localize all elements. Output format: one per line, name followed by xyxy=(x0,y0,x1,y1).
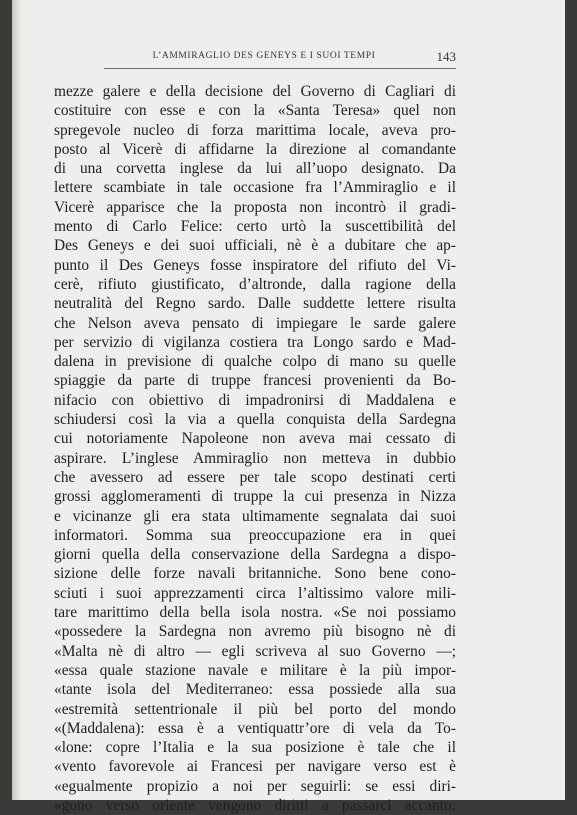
text-line: posto al Vicerè di affidarne la direzione al comandante xyxy=(54,140,456,158)
text-line: schiudersi così la via a quella conquista della Sardegna xyxy=(54,411,456,429)
text-line: cui notoriamente Napoleone non aveva mai cessato di xyxy=(54,430,456,448)
page-gutter-shadow xyxy=(12,0,22,800)
text-line: costituire con esse e con la «Santa Teresa» quel non xyxy=(54,102,456,120)
text-line: lettere scambiate in tale occasione fra l’Ammiraglio e il xyxy=(54,179,456,197)
text-line: che Nelson aveva pensato di impiegare le sarde galere xyxy=(54,314,456,332)
text-line: «vento favorevole ai Francesi per navigare verso est è xyxy=(54,758,456,776)
text-line: mento di Carlo Felice: certo urtò la suscettibilità del xyxy=(54,218,456,236)
running-title: L’AMMIRAGLIO DES GENEYS E I SUOI TEMPI xyxy=(152,51,376,61)
text-line: «gono verso oriente vengono diritti a passarci accanto: xyxy=(54,796,456,814)
text-line: «essa quale stazione navale e militare è la più impor- xyxy=(54,661,456,679)
page-number: 143 xyxy=(436,49,456,64)
body-text xyxy=(54,82,456,815)
text-line: «lone: copre l’Italia e la sua posizione è tale che il xyxy=(54,739,456,757)
page-header xyxy=(104,50,456,69)
text-line: «possedere la Sardegna non avremo più bisogno nè di xyxy=(54,623,456,641)
text-line: di una corvetta inglese da lui all’uopo designato. Da xyxy=(54,160,456,178)
text-line: aspirare. L’inglese Ammiraglio non metteva in dubbio xyxy=(54,449,456,467)
text-line: Des Geneys e dei suoi ufficiali, nè è a dubitare che ap- xyxy=(54,237,456,255)
text-line: cerè, rifiuto giustificato, d’altronde, dalla ragione della xyxy=(54,275,456,293)
text-line: sciuti i suoi apprezzamenti circa l’altissimo valore mili- xyxy=(54,584,456,602)
text-line: nifacio con obiettivo di impadronirsi di Maddalena e xyxy=(54,391,456,409)
text-line: grossi agglomeramenti di truppe la cui presenza in Nizza xyxy=(54,488,456,506)
text-line: «egualmente propizio a noi per seguirli: se essi diri- xyxy=(54,777,456,795)
text-line: neutralità del Regno sardo. Dalle suddette lettere risulta xyxy=(54,295,456,313)
text-line: giorni quella della conservazione della Sardegna a dispo- xyxy=(54,546,456,564)
book-page xyxy=(12,0,565,814)
text-line: tare marittimo della bella isola nostra. «Se noi possiamo xyxy=(54,604,456,622)
text-line: per servizio di vigilanza costiera tra Longo sardo e Mad- xyxy=(54,333,456,351)
text-line: sizione delle forze navali britanniche. Sono bene cono- xyxy=(54,565,456,583)
text-line: dalena in previsione di qualche colpo di mano su quelle xyxy=(54,353,456,371)
text-line: «tante isola del Mediterraneo: essa possiede alla sua xyxy=(54,681,456,699)
text-line: spregevole nucleo di forza marittima locale, aveva pro- xyxy=(54,121,456,139)
text-line: «(Maddalena): essa è a ventiquattr’ore di vela da To- xyxy=(54,719,456,737)
text-line: mezze galere e della decisione del Governo di Cagliari di xyxy=(54,83,456,100)
text-line: «estremità settentrionale il più bel porto del mondo xyxy=(54,700,456,718)
text-line: informatori. Somma sua preoccupazione era in quei xyxy=(54,526,456,544)
text-line: e vicinanze gli era stata ultimamente segnalata dai suoi xyxy=(54,507,456,525)
text-line: Vicerè apparisce che la proposta non incontrò il gradi- xyxy=(54,198,456,216)
text-line: punto il Des Geneys fosse inspiratore del rifiuto del Vi- xyxy=(54,256,456,274)
text-line: che avessero ad essere per tale scopo destinati certi xyxy=(54,468,456,486)
text-line: spiaggie da parte di truppe francesi provenienti da Bo- xyxy=(54,372,456,390)
text-line: «Malta nè di altro — egli scriveva al suo Governo —; xyxy=(54,642,456,660)
